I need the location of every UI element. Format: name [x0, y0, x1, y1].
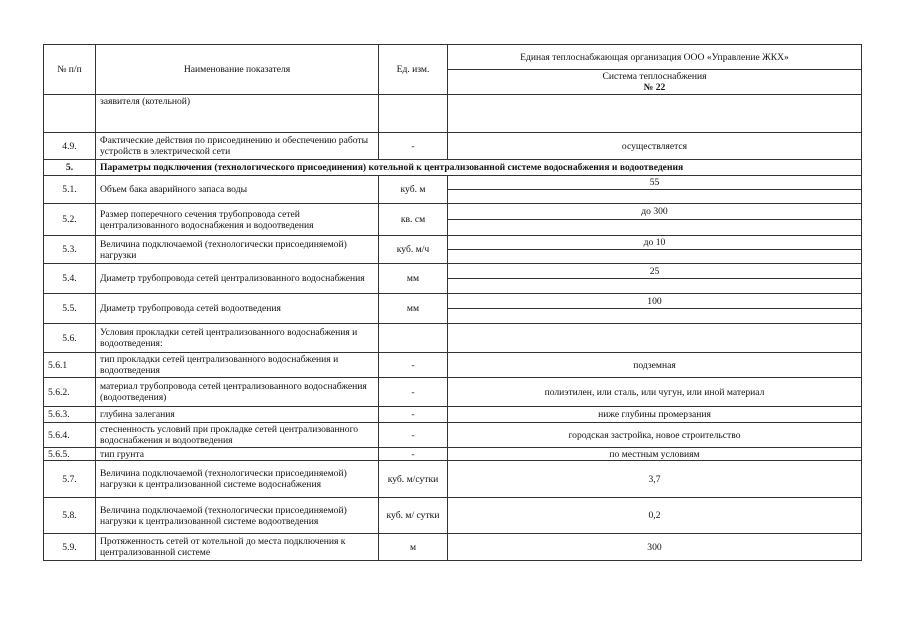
section-num: 5. — [44, 160, 96, 176]
row-unit: куб. м/ч — [379, 236, 448, 264]
table-row — [44, 448, 862, 461]
row-num: 5.6.3. — [44, 407, 96, 423]
row-name: материал трубопровода сетей централизованного водоснабжения (водоотведения) — [96, 378, 379, 407]
row-num: 5.1. — [44, 176, 96, 204]
table-row — [44, 264, 862, 279]
row-unit: - — [379, 448, 448, 461]
header-system — [448, 70, 862, 95]
row-num: 5.6.5. — [44, 448, 96, 461]
row-value: по местным условиям — [448, 448, 862, 461]
row-value-empty — [448, 250, 862, 264]
table-row — [44, 407, 862, 423]
header-system-label: Система теплоснабжения — [602, 71, 707, 82]
row-value: подземная — [448, 353, 862, 378]
row-name: Величина подключаемой (технологически присоединяемой) нагрузки к централизованной системе водоотведения — [96, 498, 379, 534]
row-value — [448, 324, 862, 353]
row-name: Размер поперечного сечения трубопровода сетей централизованного водоснабжения и водоотведения — [96, 204, 379, 236]
row-unit — [379, 324, 448, 353]
section-row — [44, 160, 862, 176]
table-row — [44, 294, 862, 309]
row-name: стесненность условий при прокладке сетей централизованного водоснабжения и водоотведения — [96, 423, 379, 448]
table-row — [44, 176, 862, 190]
row-value-empty — [448, 279, 862, 294]
header-name: Наименование показателя — [96, 45, 379, 95]
row-num: 5.5. — [44, 294, 96, 324]
header-system-number: № 22 — [643, 82, 666, 93]
row-unit: - — [379, 353, 448, 378]
indicator-table — [43, 44, 862, 561]
row-value: ниже глубины промерзания — [448, 407, 862, 423]
row-value: до 300 — [448, 204, 862, 220]
table-row — [44, 534, 862, 561]
row-value: 55 — [448, 176, 862, 190]
row-name: Протяженность сетей от котельной до места подключения к централизованной системе — [96, 534, 379, 561]
row-value: до 10 — [448, 236, 862, 250]
row-value: 25 — [448, 264, 862, 279]
row-num: 5.9. — [44, 534, 96, 561]
row-unit: м — [379, 534, 448, 561]
row-value: 0,2 — [448, 498, 862, 534]
table-row — [44, 461, 862, 498]
row-name: тип прокладки сетей централизованного водоснабжения и водоотведения — [96, 353, 379, 378]
row-unit: кв. см — [379, 204, 448, 236]
row-name: Диаметр трубопровода сетей водоотведения — [96, 294, 379, 324]
row-unit: куб. м/сутки — [379, 461, 448, 498]
row-name: Величина подключаемой (технологически присоединяемой) нагрузки к централизованной системе водоснабжения — [96, 461, 379, 498]
table-row — [44, 353, 862, 378]
row-unit: - — [379, 423, 448, 448]
row-value: 100 — [448, 294, 862, 309]
row-value: полиэтилен, или сталь, или чугун, или иной материал — [448, 378, 862, 407]
row-name: Фактические действия по присоединению и обеспечению работы устройств в электрической сети — [96, 133, 379, 160]
row-num: 5.2. — [44, 204, 96, 236]
row-unit: - — [379, 133, 448, 160]
row-name: Объем бака аварийного запаса воды — [96, 176, 379, 204]
row-value-empty — [448, 309, 862, 324]
header-unit: Ед. изм. — [379, 45, 448, 95]
row-unit: мм — [379, 294, 448, 324]
row-value: 3,7 — [448, 461, 862, 498]
row-value-empty — [448, 190, 862, 204]
header-num: № п/п — [44, 45, 96, 95]
table-row — [44, 324, 862, 353]
section-title: Параметры подключения (технологического присоединения) котельной к централизованной системе водоснабжения и водоотведения — [96, 160, 862, 176]
table-row — [44, 236, 862, 250]
row-name: Диаметр трубопровода сетей централизованного водоснабжения — [96, 264, 379, 294]
row-unit: куб. м/ сутки — [379, 498, 448, 534]
row-num: 5.6.4. — [44, 423, 96, 448]
row-name: Величина подключаемой (технологически присоединяемой) нагрузки — [96, 236, 379, 264]
row-name: глубина залегания — [96, 407, 379, 423]
row-unit: - — [379, 407, 448, 423]
row-value-empty — [448, 220, 862, 236]
row-name: Условия прокладки сетей централизованного водоснабжения и водоотведения: — [96, 324, 379, 353]
table-row — [44, 95, 862, 133]
row-value: 300 — [448, 534, 862, 561]
row-value — [448, 95, 862, 133]
row-num: 5.4. — [44, 264, 96, 294]
row-name: заявителя (котельной) — [96, 95, 379, 133]
row-unit: мм — [379, 264, 448, 294]
header-organization: Единая теплоснабжающая организация ООО «Управление ЖКХ» — [448, 45, 862, 70]
table-row — [44, 498, 862, 534]
table-row — [44, 204, 862, 220]
row-num: 5.3. — [44, 236, 96, 264]
row-value: городская застройка, новое строительство — [448, 423, 862, 448]
row-unit: - — [379, 378, 448, 407]
row-num: 5.7. — [44, 461, 96, 498]
table-row — [44, 133, 862, 160]
row-unit — [379, 95, 448, 133]
row-num: 4.9. — [44, 133, 96, 160]
row-unit: куб. м — [379, 176, 448, 204]
row-num: 5.6.1 — [44, 353, 96, 378]
table-row — [44, 378, 862, 407]
table-row — [44, 423, 862, 448]
row-num: 5.6. — [44, 324, 96, 353]
row-num: 5.8. — [44, 498, 96, 534]
row-name: тип грунта — [96, 448, 379, 461]
row-num — [44, 95, 96, 133]
row-value: осуществляется — [448, 133, 862, 160]
row-num: 5.6.2. — [44, 378, 96, 407]
